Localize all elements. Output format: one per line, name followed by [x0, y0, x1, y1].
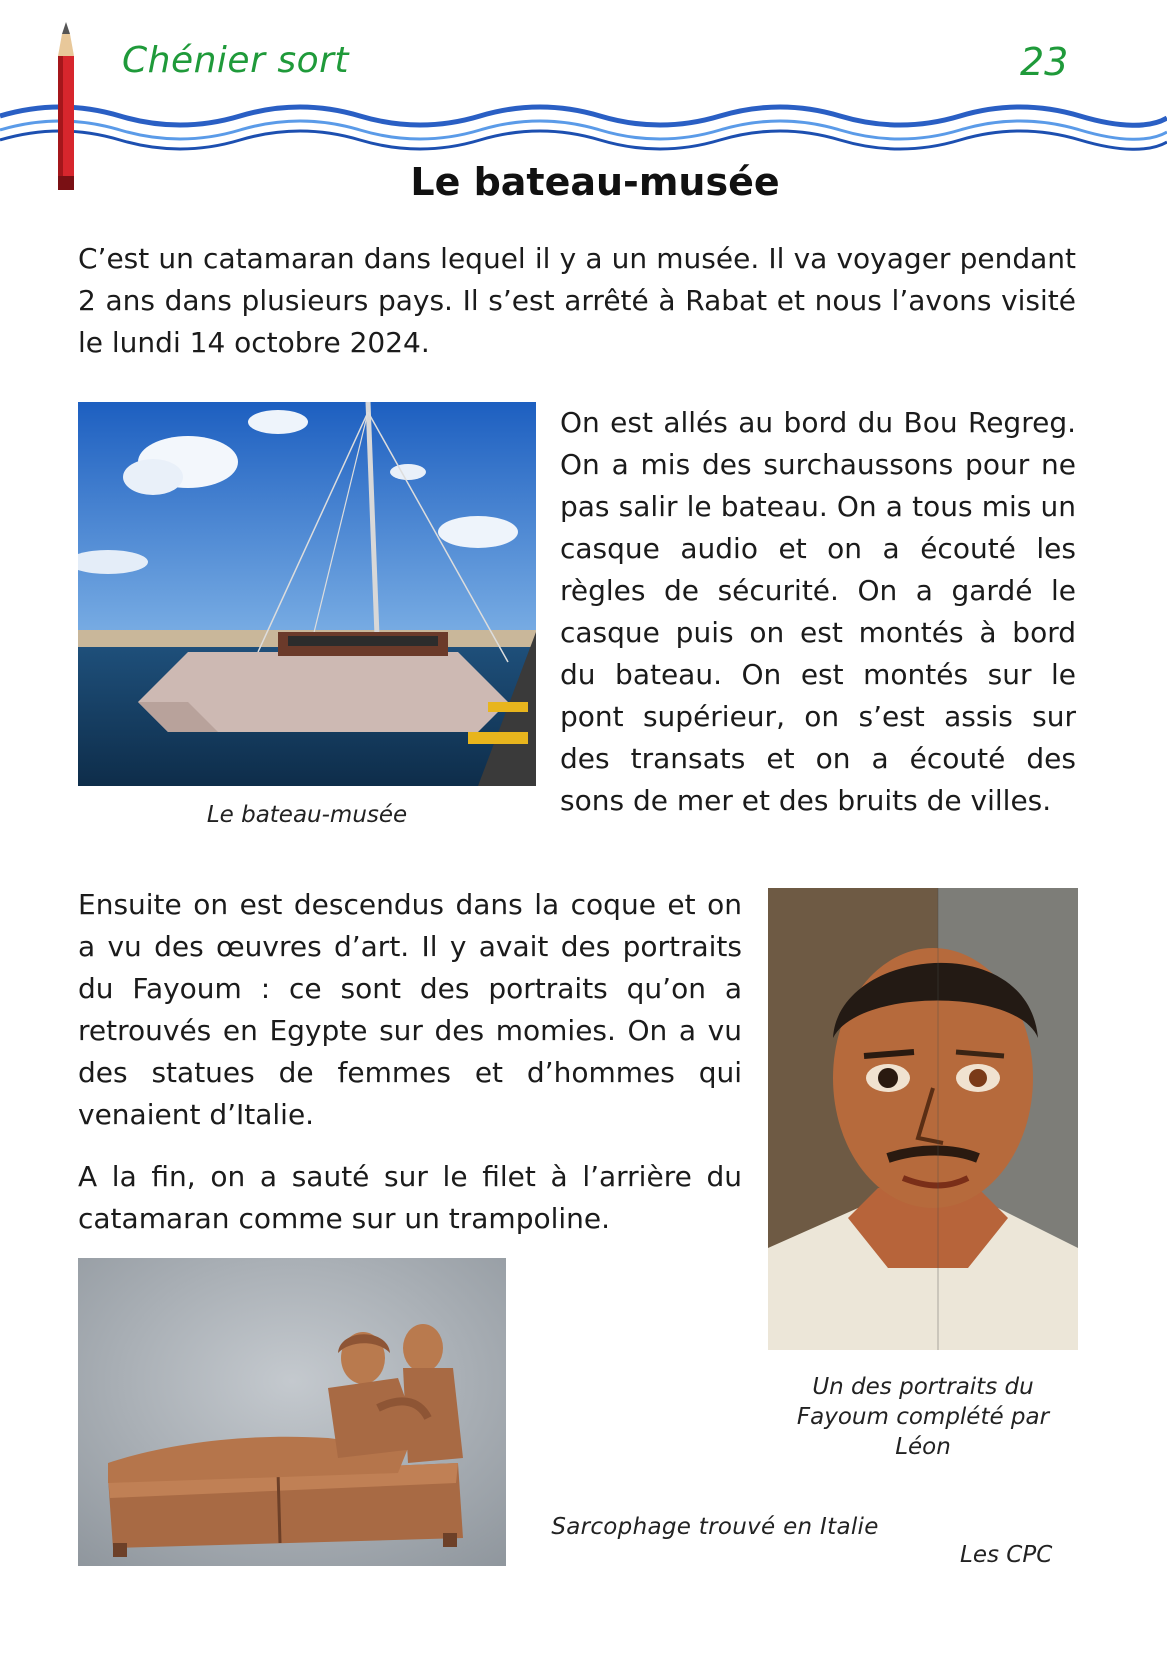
end-paragraph: A la fin, on a sauté sur le filet à l’arrière du catamaran comme sur un trampoline. — [78, 1160, 742, 1235]
boat-photo — [78, 402, 536, 786]
article-title: Le bateau-musée — [410, 160, 780, 204]
boat-caption: Le bateau-musée — [206, 802, 408, 828]
sarcophagus-photo — [78, 1258, 506, 1566]
publication-name: Chénier sort — [122, 40, 350, 81]
art-paragraph: Ensuite on est descendus dans la coque et on a vu des œuvres d’art. Il y avait des portraits du Fayoum : ce sont des portraits qu’on a retrouvés en Egypte sur des momies. On a vu des statues de femmes et d’hommes qui venaient d’Italie. — [78, 888, 742, 1131]
intro-paragraph: C’est un catamaran dans lequel il y a un musée. Il va voyager pendant 2 ans dans plusieurs pays. Il s’est arrêté à Rabat et nous l’avons visité le lundi 14 octobre 2024. — [78, 242, 1076, 359]
portrait-caption-line: Fayoum complété par — [796, 1404, 1050, 1430]
portrait-caption-line: Un des portraits du — [812, 1374, 1034, 1400]
fayoum-portrait-image — [768, 888, 1078, 1350]
signature: Les CPC — [960, 1542, 1053, 1568]
page-number: 23 — [1020, 40, 1069, 84]
sarcophagus-caption: Sarcophage trouvé en Italie — [551, 1514, 879, 1540]
visit-paragraph: On est allés au bord du Bou Regreg. On a mis des surchaussons pour ne pas salir le bateau. On a tous mis un casque audio et on a écouté les règles de sécurité. On a gardé le casque puis on est montés à bord du bateau. On est montés sur le pont supérieur, on s’est assis sur des transats et on a écouté des sons de mer et des bruits de villes. — [560, 406, 1076, 817]
portrait-caption — [768, 1372, 1078, 1462]
portrait-caption-line: Léon — [895, 1434, 951, 1460]
